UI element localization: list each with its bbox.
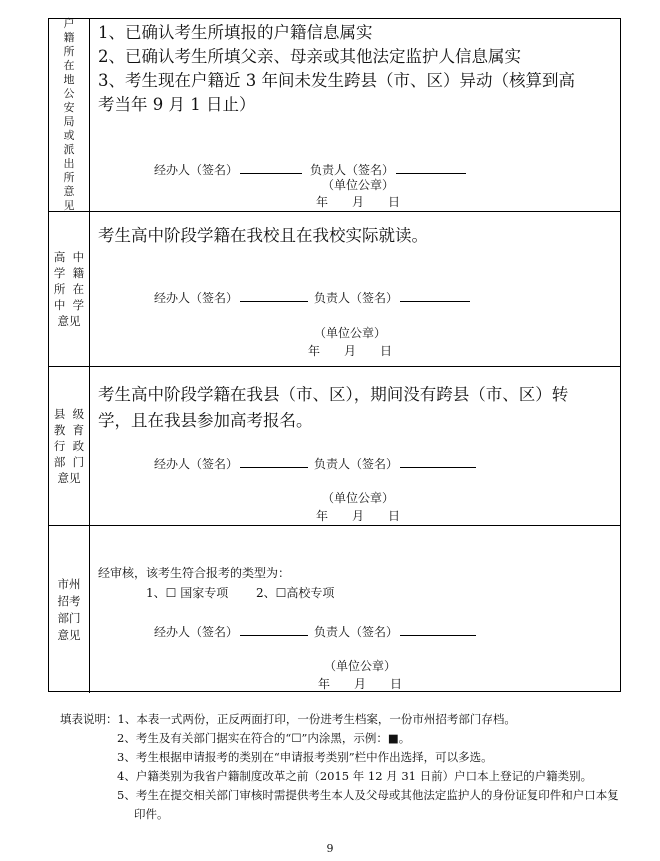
city-date: 年 月 日 — [318, 677, 403, 691]
city-opinion-content — [90, 526, 620, 693]
label-cell-school — [49, 212, 90, 366]
school-opinion-label: 高 中 学 籍 所 在 中 学 意见 — [53, 250, 85, 328]
responsible-signature-line[interactable] — [400, 622, 476, 636]
police-opinion-label: 户 籍 所 在 地 公 安 局 或 派 出 所 意 见 — [63, 17, 75, 212]
county-handler-signature: 经办人（签名） — [154, 454, 308, 472]
label-cell-county — [49, 367, 90, 525]
city-handler-signature: 经办人（签名） — [154, 622, 308, 640]
police-statement-2: 2、已确认考生所填父亲、母亲或其他法定监护人信息属实 — [98, 47, 521, 66]
row-city-opinion — [49, 526, 620, 693]
option-national-special[interactable]: 1、☐ 国家专项 — [146, 586, 229, 600]
instructions-note-3: 3、考生根据申请报考的类别在“申请报考类别”栏中作出选择，可以多选。 — [117, 750, 493, 764]
handler-signature-line[interactable] — [240, 622, 308, 636]
instructions-note-5-cont: 印件。 — [134, 807, 169, 821]
city-review-intro: 经审核，该考生符合报考的类型为： — [98, 566, 291, 580]
school-handler-signature: 经办人（签名） — [154, 288, 308, 306]
school-responsible-signature: 负责人（签名） — [314, 288, 470, 306]
county-statement-2: 学，且在我县参加高考报名。 — [98, 411, 313, 430]
instructions-heading: 填表说明： — [60, 712, 118, 726]
row-police-opinion — [49, 19, 620, 212]
page-number: 9 — [326, 842, 334, 855]
label-cell-city — [49, 526, 90, 693]
city-responsible-signature: 负责人（签名） — [314, 622, 476, 640]
city-opinion-label: 市州 招考 部门 意见 — [57, 576, 81, 642]
county-date: 年 月 日 — [316, 509, 401, 523]
school-opinion-content — [90, 212, 620, 366]
handler-signature-line[interactable] — [240, 454, 308, 468]
school-date: 年 月 日 — [308, 344, 393, 358]
handler-signature-line[interactable] — [240, 288, 308, 302]
instructions-note-1: 填表说明：1、本表一式两份，正反两面打印，一份进考生档案，一份市州招考部门存档。 — [60, 712, 516, 726]
police-statement-3: 3、考生现在户籍近 3 年间未发生跨县（市、区）异动（核算到高 — [98, 71, 575, 90]
label-cell-police — [49, 19, 90, 211]
police-statement-1: 1、已确认考生所填报的户籍信息属实 — [98, 23, 373, 42]
responsible-signature-line[interactable] — [400, 288, 470, 302]
row-county-opinion — [49, 367, 620, 526]
school-statement: 考生高中阶段学籍在我校且在我校实际就读。 — [98, 226, 428, 245]
police-statement-3-cont: 考当年 9 月 1 日止） — [98, 95, 256, 114]
instructions-note-5: 5、考生在提交相关部门审核时需提供考生本人及父母或其他法定监护人的身份证复印件和户口本复 — [117, 788, 619, 802]
county-opinion-content — [90, 367, 620, 525]
county-unit-seal: （单位公章） — [322, 491, 395, 505]
county-responsible-signature: 负责人（签名） — [314, 454, 476, 472]
option-university-special[interactable]: 2、☐高校专项 — [256, 586, 335, 600]
police-opinion-content — [90, 19, 620, 211]
police-responsible-signature: 负责人（签名） — [310, 160, 466, 178]
police-date: 年 月 日 — [316, 195, 401, 209]
instructions-note-2: 2、考生及有关部门据实在符合的“☐”内涂黑，示例：■。 — [117, 731, 411, 745]
county-statement-1: 考生高中阶段学籍在我县（市、区），期间没有跨县（市、区）转 — [98, 385, 569, 404]
responsible-signature-line[interactable] — [400, 454, 476, 468]
instructions-note-4: 4、户籍类别为我省户籍制度改革之前（2015 年 12 月 31 日前）户口本上登记的户籍类别。 — [117, 769, 593, 783]
county-opinion-label: 县 级 教 育 行 政 部 门 意见 — [53, 407, 85, 485]
responsible-signature-line[interactable] — [396, 160, 466, 174]
city-unit-seal: （单位公章） — [324, 659, 397, 673]
row-school-opinion — [49, 212, 620, 367]
opinion-form-table — [48, 18, 621, 692]
handler-signature-line[interactable] — [240, 160, 302, 174]
police-unit-seal: （单位公章） — [322, 178, 395, 192]
school-unit-seal: （单位公章） — [314, 326, 387, 340]
police-handler-signature: 经办人（签名） — [154, 160, 302, 178]
